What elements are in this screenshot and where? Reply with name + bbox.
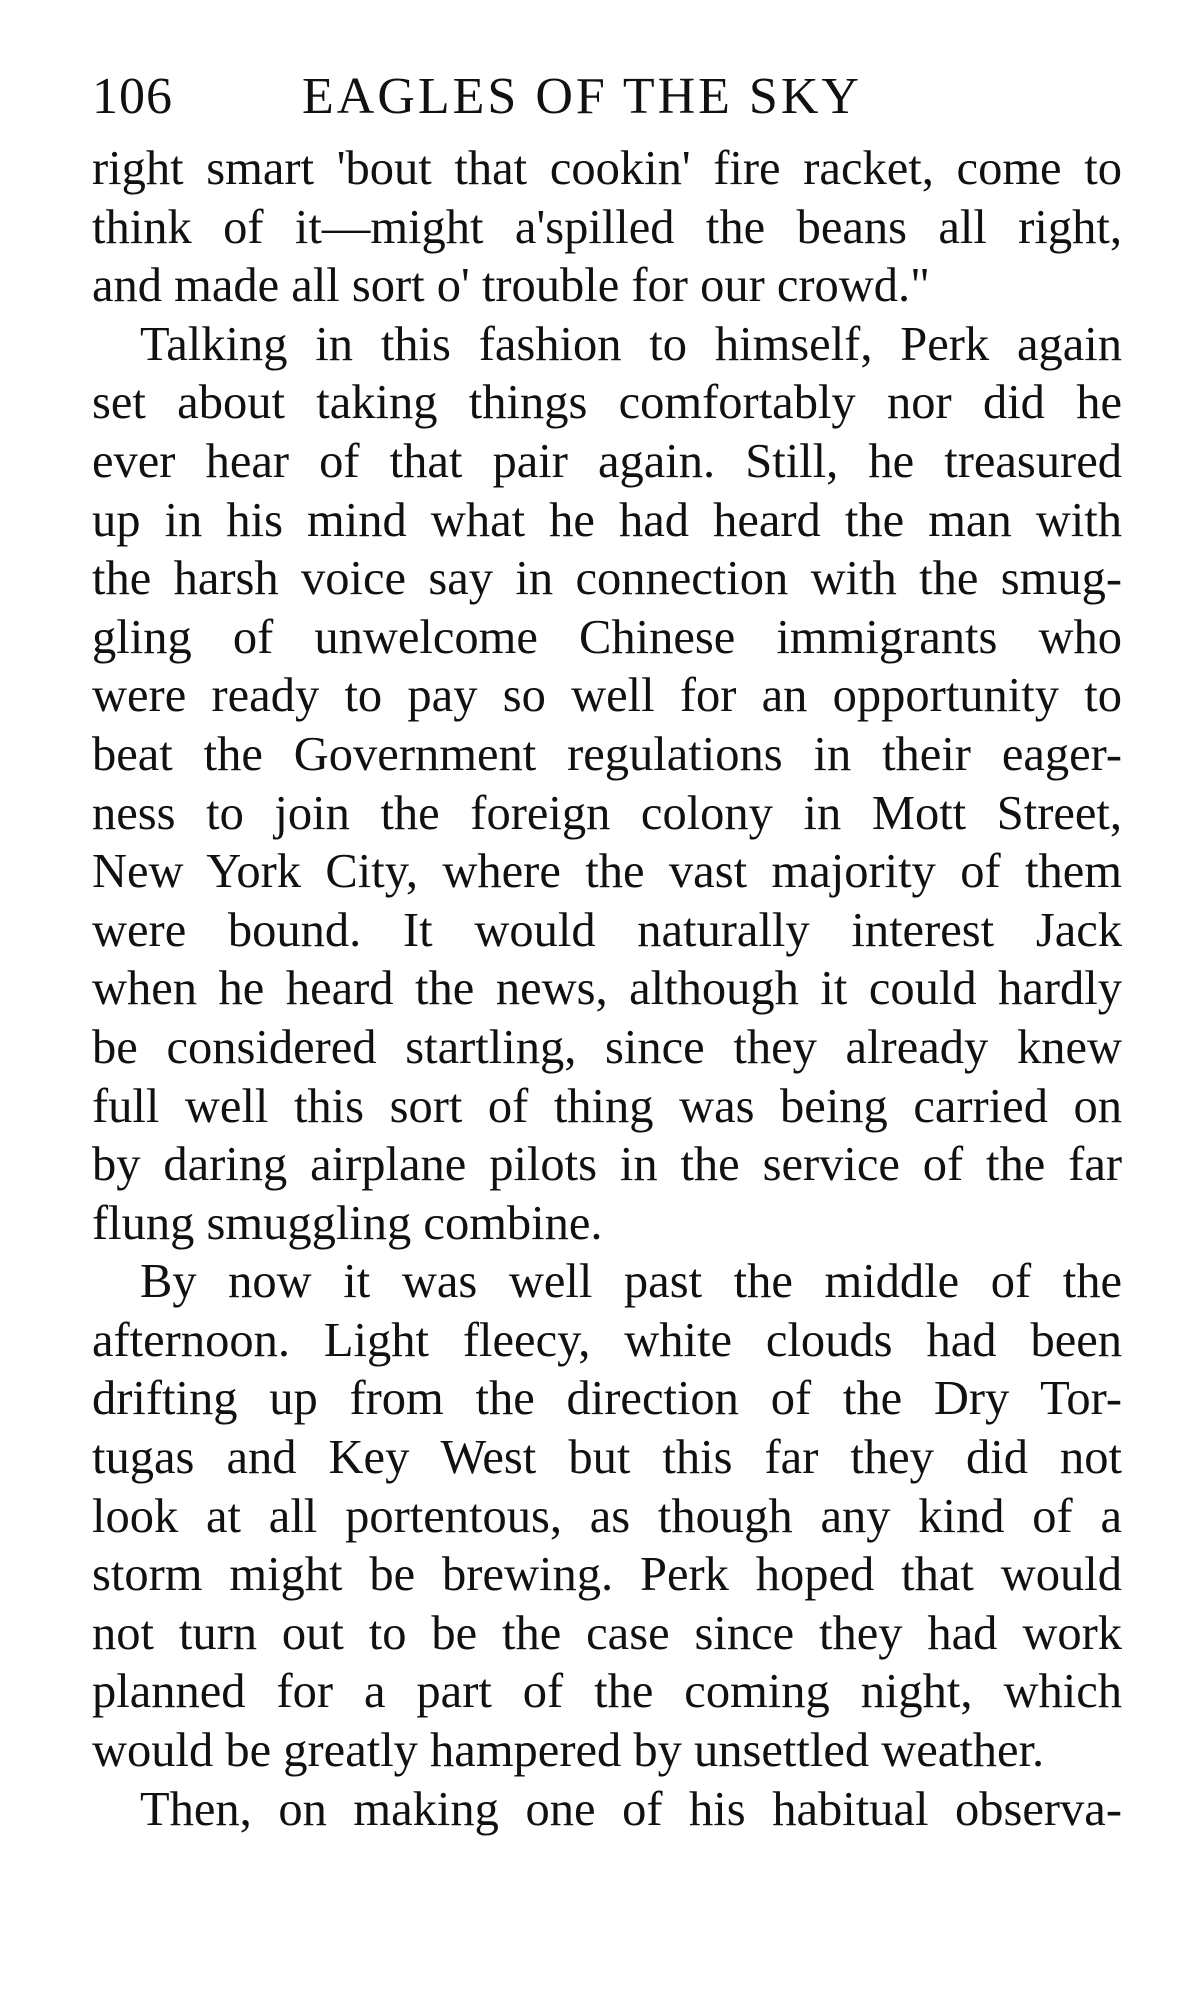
text-line: drifting up from the direction of the Dry Tor-: [92, 1372, 1122, 1426]
text-line: flung smuggling combine.: [92, 1196, 603, 1250]
text-line: Then, on making one of his habitual observa-: [140, 1782, 1122, 1836]
text-line: be considered startling, since they already knew: [92, 1020, 1122, 1074]
body-text: [92, 140, 1122, 1839]
text-line: up in his mind what he had heard the man with: [92, 493, 1122, 547]
text-line: gling of unwelcome Chinese immigrants who: [92, 610, 1122, 664]
text-line: were bound. It would naturally interest Jack: [92, 903, 1122, 957]
text-line: ness to join the foreign colony in Mott Street,: [92, 786, 1122, 840]
text-line: Talking in this fashion to himself, Perk again: [140, 317, 1122, 371]
text-line: look at all portentous, as though any kind of a: [92, 1489, 1122, 1543]
text-line: think of it—might a'spilled the beans all right,: [92, 200, 1122, 254]
text-line: when he heard the news, although it could hardly: [92, 962, 1122, 1016]
text-line: afternoon. Light fleecy, white clouds had been: [92, 1313, 1122, 1367]
text-line: full well this sort of thing was being carried on: [92, 1079, 1122, 1133]
text-line: planned for a part of the coming night, which: [92, 1665, 1122, 1719]
text-line: and made all sort o' trouble for our crowd.": [92, 259, 930, 313]
text-line: the harsh voice say in connection with the smug-: [92, 552, 1122, 606]
text-line: New York City, where the vast majority of them: [92, 845, 1122, 899]
text-line: by daring airplane pilots in the service of the far: [92, 1138, 1122, 1192]
text-line: By now it was well past the middle of the: [140, 1255, 1122, 1309]
text-line: ever hear of that pair again. Still, he treasured: [92, 434, 1122, 488]
text-line: right smart 'bout that cookin' fire racket, come to: [92, 142, 1122, 195]
text-line: were ready to pay so well for an opportunity to: [92, 669, 1122, 723]
text-line: not turn out to be the case since they had work: [92, 1606, 1122, 1660]
text-line: beat the Government regulations in their eager-: [92, 727, 1122, 781]
running-head: [92, 62, 1122, 132]
page-number: 106: [92, 68, 173, 125]
text-line: would be greatly hampered by unsettled weather.: [92, 1724, 1045, 1778]
text-line: set about taking things comfortably nor did he: [92, 376, 1122, 430]
running-title: EAGLES OF THE SKY: [302, 68, 862, 125]
text-line: storm might be brewing. Perk hoped that would: [92, 1548, 1122, 1602]
text-line: tugas and Key West but this far they did not: [92, 1431, 1122, 1485]
